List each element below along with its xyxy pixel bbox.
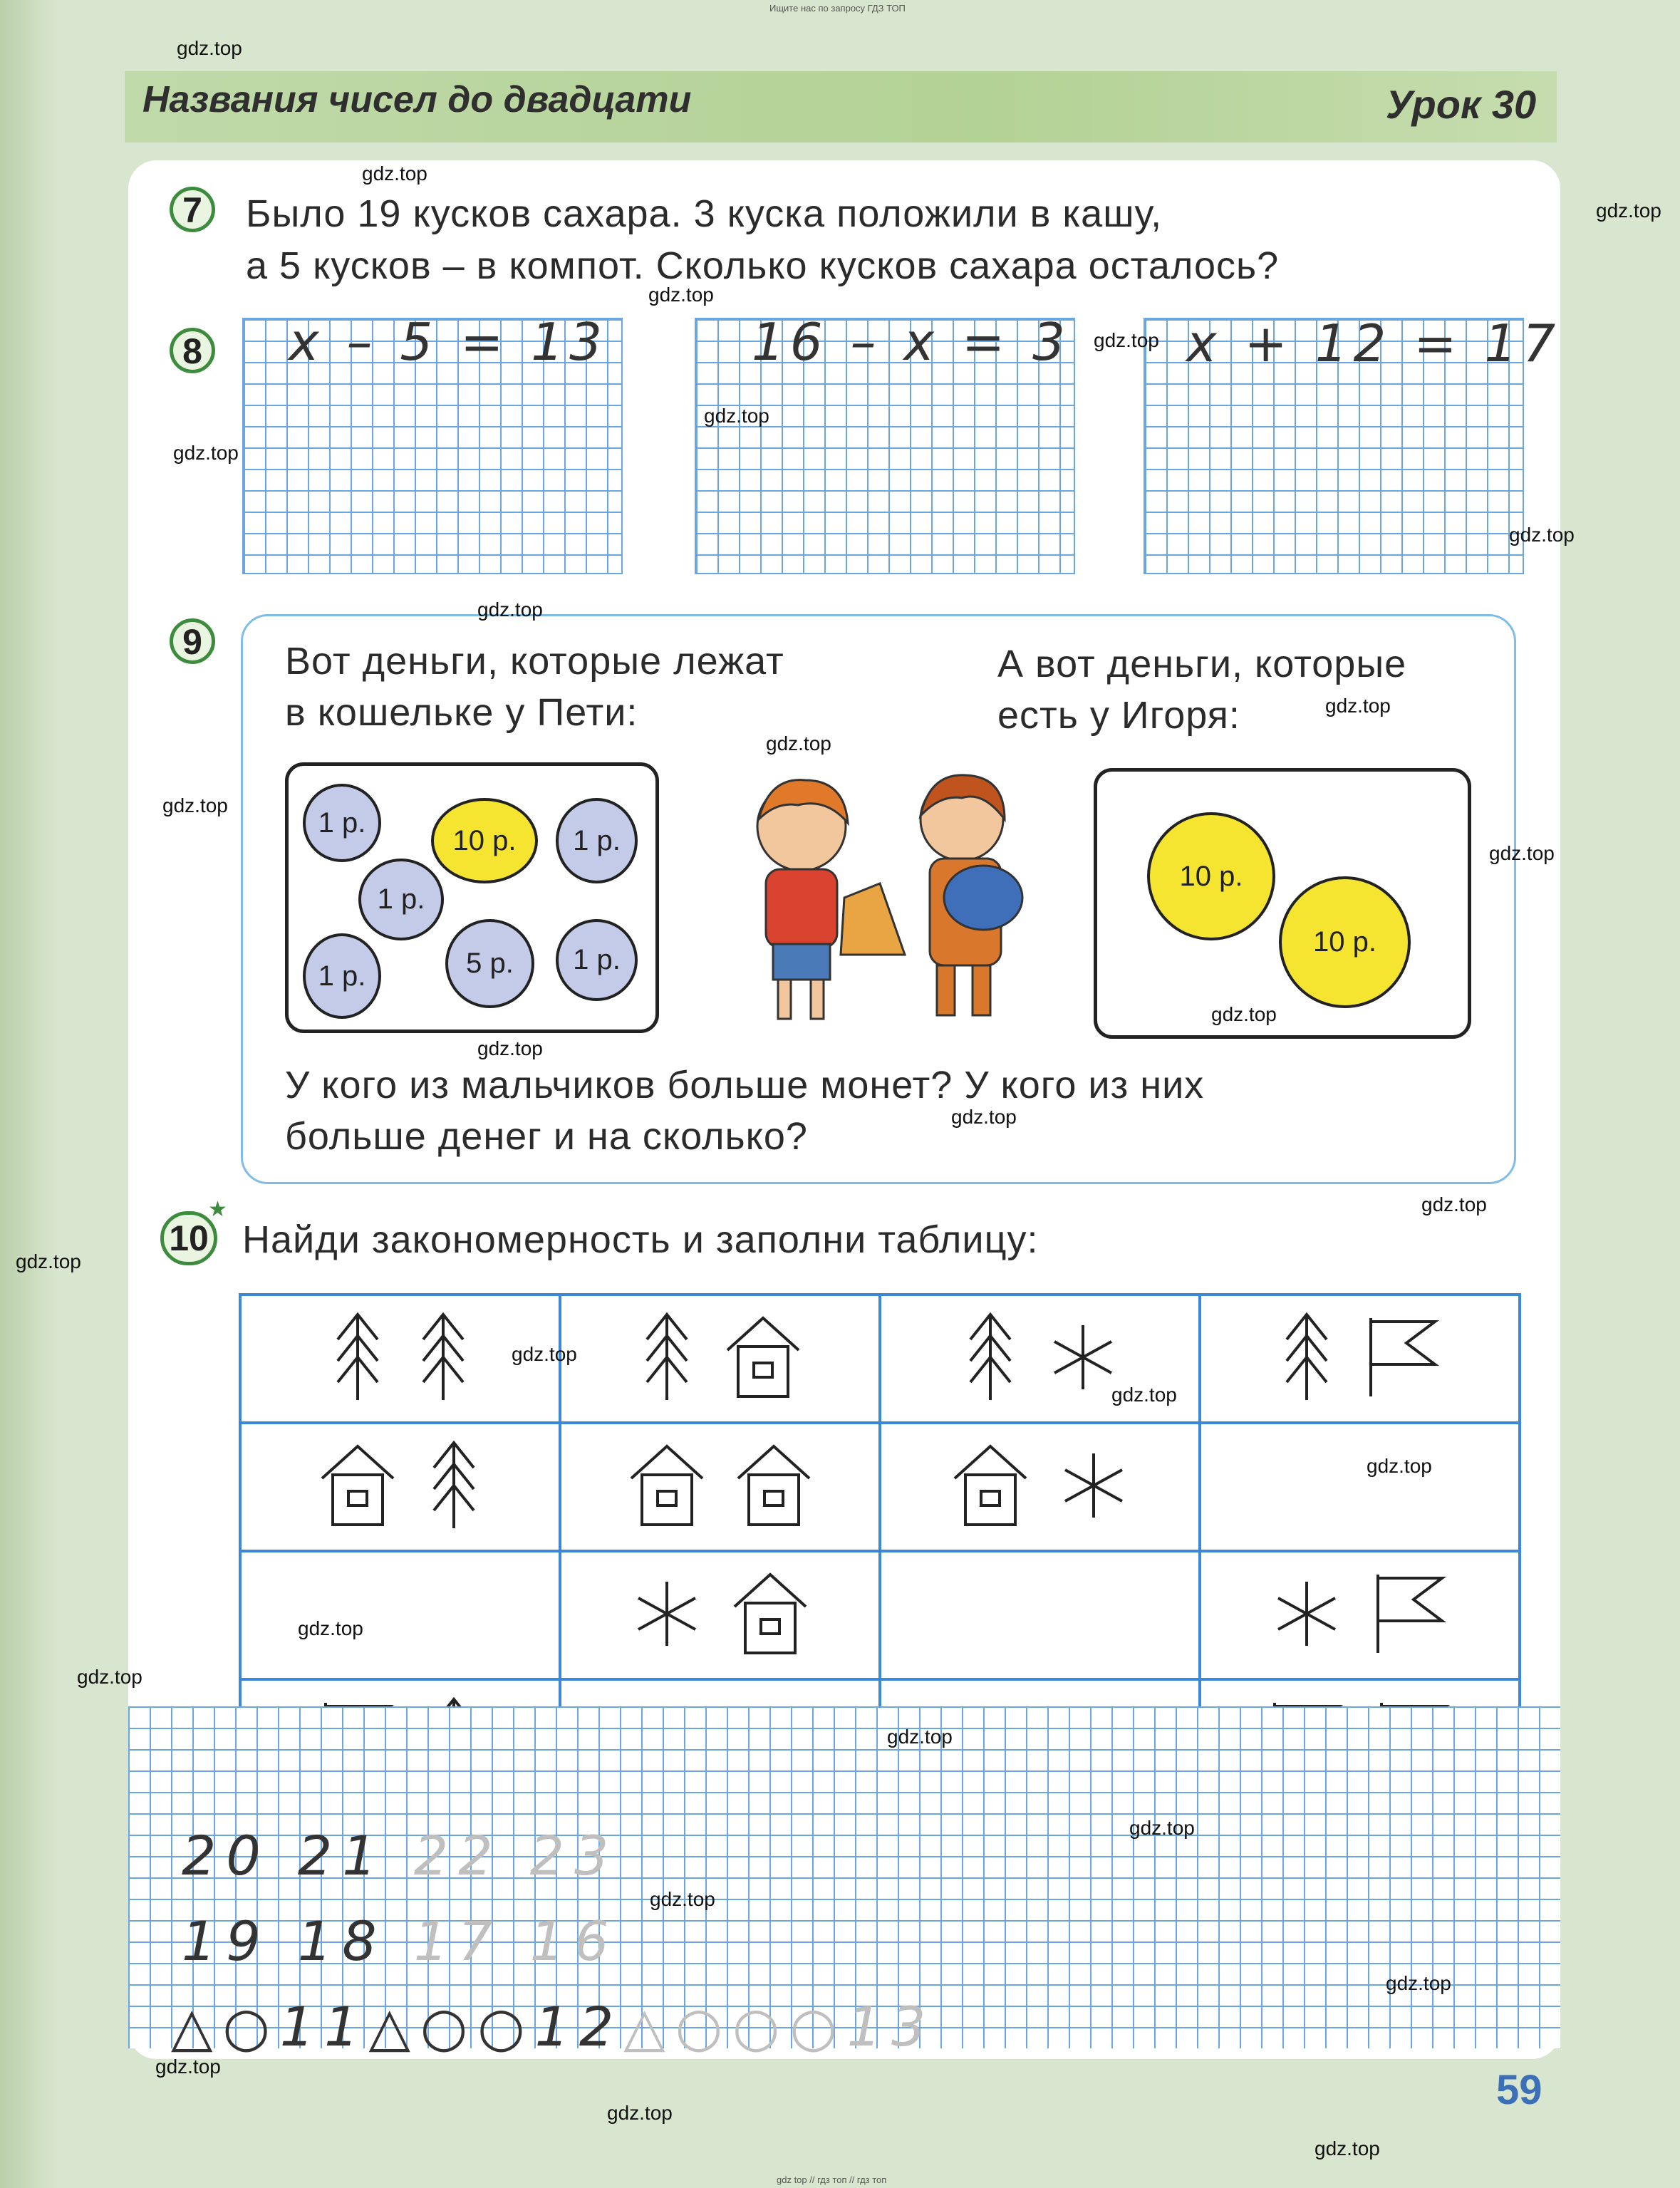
tree-icon — [415, 1311, 472, 1407]
watermark: gdz.top — [1111, 1384, 1177, 1406]
watermark: gdz.top — [177, 37, 242, 59]
pattern-cell-empty[interactable] — [1200, 1423, 1520, 1551]
pattern-cell — [880, 1423, 1200, 1551]
copybook-trace: 17 16 — [413, 1909, 619, 1973]
equation-3: x + 12 = 17 — [1186, 313, 1562, 373]
pattern-cell — [560, 1295, 880, 1423]
coin: 1 р. — [556, 798, 638, 883]
tree-icon — [329, 1311, 386, 1407]
petya-text-2: в кошельке у Пети: — [285, 691, 638, 734]
watermark: gdz.top — [155, 2055, 221, 2078]
task-7-line-1: Было 19 кусков сахара. 3 куска положили в кашу, — [246, 192, 1163, 235]
task-9-badge: 9 — [170, 618, 215, 664]
page-number: 59 — [1496, 2067, 1542, 2113]
pattern-cell — [560, 1423, 880, 1551]
watermark: gdz.top — [1421, 1193, 1487, 1215]
house-icon — [318, 1443, 397, 1532]
tree-icon — [962, 1311, 1019, 1407]
bottom-note: gdz top // гдз топ // гдз топ — [777, 2174, 887, 2185]
coin: 1 р. — [556, 919, 638, 1001]
coin: 1 р. — [303, 933, 381, 1019]
snowflake-icon — [1271, 1578, 1342, 1653]
lesson-number: Урок 30 — [1386, 82, 1537, 127]
coin: 5 р. — [445, 919, 534, 1008]
copybook-written: 20 21 — [182, 1824, 387, 1887]
triangle-circle-icons: △○ — [171, 1995, 280, 2058]
house-icon — [735, 1443, 813, 1532]
watermark: gdz.top — [1325, 695, 1391, 717]
watermark: gdz.top — [1596, 199, 1661, 222]
watermark: gdz.top — [477, 1037, 543, 1059]
page-title: Названия чисел до двадцати — [142, 79, 692, 120]
watermark: gdz.top — [1367, 1455, 1432, 1477]
watermark: gdz.top — [512, 1343, 577, 1365]
copybook-trace: 22 23 — [413, 1824, 619, 1887]
coin: 10 р. — [1147, 812, 1275, 940]
tree-icon — [425, 1439, 482, 1535]
coin: 1 р. — [358, 859, 444, 940]
question-line-1: У кого из мальчиков больше монет? У кого из них — [285, 1064, 1205, 1106]
house-icon — [628, 1443, 706, 1532]
watermark: gdz.top — [362, 162, 427, 185]
watermark: gdz.top — [77, 1666, 142, 1688]
top-note: Ищите нас по запросу ГДЗ ТОП — [769, 3, 906, 14]
house-icon — [724, 1315, 802, 1404]
watermark: gdz.top — [1489, 842, 1555, 864]
task-7-line-2: а 5 кусков – в компот. Сколько кусков сахара осталось? — [246, 244, 1280, 287]
copybook-line-2 — [182, 1909, 618, 1973]
equation-2: 16 – x = 3 — [752, 312, 1071, 372]
pattern-cell — [1200, 1551, 1520, 1679]
coin: 10 р. — [431, 798, 538, 883]
copybook-number: 11 — [279, 1995, 369, 2058]
pattern-cell — [240, 1423, 560, 1551]
snowflake-icon — [1058, 1450, 1129, 1525]
pattern-cell-empty[interactable] — [240, 1551, 560, 1679]
igor-text-1: А вот деньги, которые — [997, 643, 1407, 685]
pattern-cell — [1200, 1295, 1520, 1423]
watermark: gdz.top — [887, 1726, 953, 1748]
tree-icon — [638, 1311, 695, 1407]
book-spine — [0, 0, 57, 2188]
watermark: gdz.top — [766, 732, 831, 755]
watermark: gdz.top — [477, 598, 543, 621]
question-line-2: больше денег и на сколько? — [285, 1115, 808, 1158]
task-10-text: Найди закономерность и заполни таблицу: — [242, 1218, 1039, 1261]
igor-wallet — [1094, 768, 1471, 1039]
task-7-badge: 7 — [170, 187, 215, 232]
star-icon: ★ — [208, 1198, 227, 1221]
coin: 10 р. — [1279, 876, 1411, 1008]
watermark: gdz.top — [1129, 1817, 1195, 1839]
watermark: gdz.top — [951, 1106, 1017, 1128]
house-icon — [951, 1443, 1030, 1532]
coin: 1 р. — [303, 784, 381, 862]
triangle-circle-icons-trace: △○○○ — [623, 1995, 847, 2058]
watermark: gdz.top — [1386, 1972, 1451, 1994]
copybook-written: 19 18 — [182, 1909, 387, 1973]
snowflake-icon — [631, 1578, 702, 1653]
watermark: gdz.top — [173, 442, 239, 464]
watermark: gdz.top — [607, 2102, 673, 2124]
watermark: gdz.top — [162, 794, 228, 816]
task-8-badge: 8 — [170, 328, 215, 373]
house-icon — [731, 1571, 809, 1660]
watermark: gdz.top — [648, 284, 714, 306]
watermark: gdz.top — [1211, 1003, 1277, 1025]
watermark: gdz.top — [298, 1617, 363, 1639]
copybook-number: 12 — [534, 1995, 624, 2058]
pattern-cell — [560, 1551, 880, 1679]
copybook-line-3 — [171, 1995, 935, 2058]
watermark: gdz.top — [16, 1250, 81, 1272]
watermark: gdz.top — [1315, 2137, 1380, 2160]
petya-text-1: Вот деньги, которые лежат — [285, 640, 784, 683]
task-10-badge: 10 — [160, 1211, 217, 1265]
snowflake-icon — [1047, 1322, 1119, 1396]
flag-icon — [1364, 1315, 1442, 1404]
watermark: gdz.top — [650, 1888, 715, 1910]
tree-icon — [1278, 1311, 1335, 1407]
petya-figure — [757, 780, 905, 1019]
boys-illustration — [727, 762, 1047, 1033]
watermark: gdz.top — [1094, 329, 1159, 351]
copybook-trace: 13 — [846, 1995, 936, 2058]
copybook-line-1 — [182, 1824, 618, 1887]
flag-icon — [1371, 1571, 1449, 1660]
watermark: gdz.top — [1509, 524, 1575, 546]
igor-figure — [921, 775, 1022, 1015]
triangle-circle-icons: △○○ — [368, 1995, 535, 2058]
igor-text-2: есть у Игоря: — [997, 694, 1240, 737]
watermark: gdz.top — [704, 405, 769, 427]
pattern-cell-empty[interactable] — [880, 1551, 1200, 1679]
equation-1: x – 5 = 13 — [289, 312, 608, 372]
